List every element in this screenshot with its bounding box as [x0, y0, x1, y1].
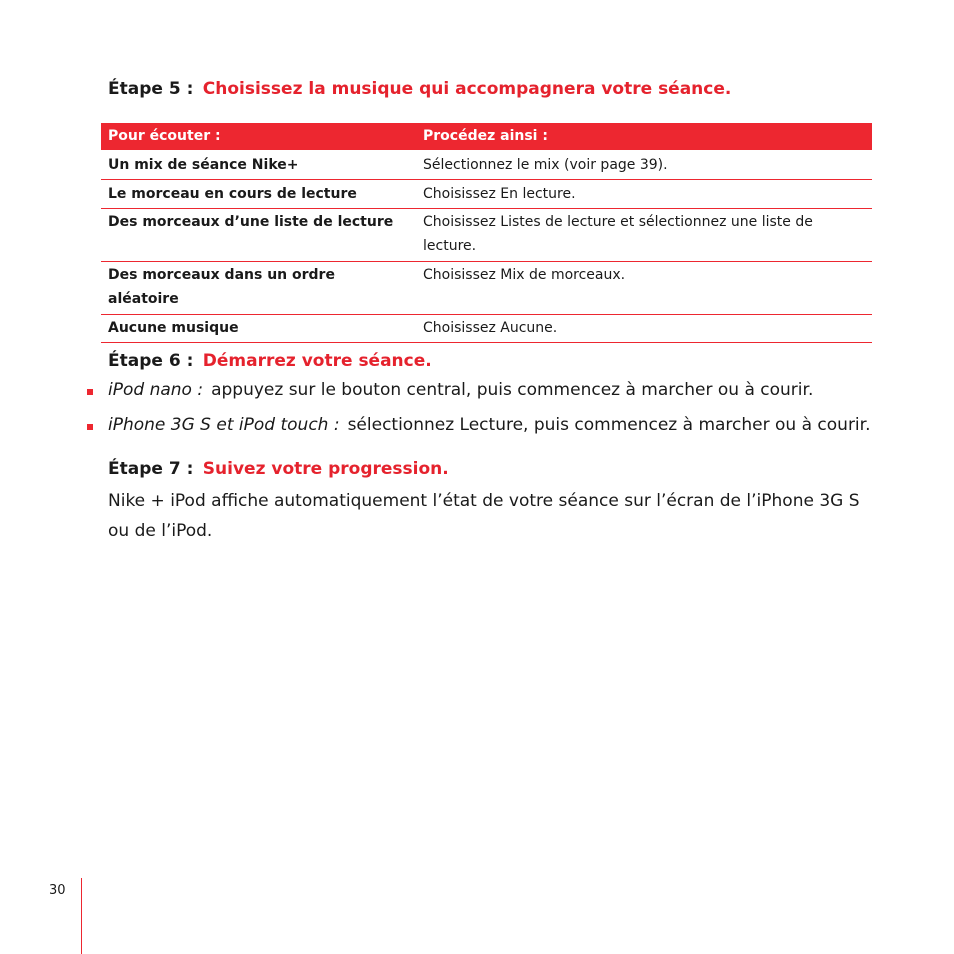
- row-action: Choisissez Listes de lecture et sélectionnez une liste de lecture.: [423, 214, 813, 254]
- step-7-heading: [108, 459, 449, 479]
- row-option: Des morceaux dans un ordre aléatoire: [108, 267, 335, 307]
- step-5-heading: [108, 79, 731, 99]
- step-7-body: Nike + iPod affiche automatiquement l’état de votre séance sur l’écran de l’iPhone 3G S ou de l’iPod.: [108, 491, 860, 541]
- bullet-marker-icon: [87, 424, 93, 430]
- row-action: Choisissez Aucune.: [423, 320, 558, 336]
- bullet-iphone: [108, 415, 871, 435]
- row-option: Un mix de séance Nike+: [108, 157, 299, 173]
- bullet-marker-icon: [87, 389, 93, 395]
- step-5-title: Choisissez la musique qui accompagnera votre séance.: [202, 79, 732, 99]
- step-6-title: Démarrez votre séance.: [202, 351, 432, 371]
- row-option: Le morceau en cours de lecture: [108, 186, 357, 202]
- row-action: Choisissez En lecture.: [423, 186, 576, 202]
- step-6-heading: [108, 351, 432, 371]
- margin-divider: [81, 878, 82, 954]
- header-listen: Pour écouter :: [108, 128, 221, 144]
- table-row: [101, 315, 872, 343]
- step-7-label: Étape 7 :: [108, 459, 194, 479]
- bullet-text: sélectionnez Lecture, puis commencez à marcher ou à courir.: [347, 415, 871, 435]
- table-header: [101, 123, 872, 150]
- table-row: [101, 262, 872, 315]
- bullet-lead: iPhone 3G S et iPod touch :: [108, 415, 340, 435]
- row-option: Aucune musique: [108, 320, 239, 336]
- music-options-table: [101, 123, 872, 343]
- bullet-lead: iPod nano :: [108, 380, 204, 400]
- table-row: [101, 180, 872, 209]
- bullet-text: appuyez sur le bouton central, puis commencez à marcher ou à courir.: [211, 380, 814, 400]
- row-action: Sélectionnez le mix (voir page 39).: [423, 157, 668, 173]
- header-procedure: Procédez ainsi :: [423, 128, 548, 144]
- bullet-ipod-nano: [108, 380, 813, 400]
- page-number: 30: [49, 883, 66, 898]
- table-row: [101, 150, 872, 180]
- step-7-title: Suivez votre progression.: [202, 459, 449, 479]
- row-option: Des morceaux d’une liste de lecture: [108, 214, 394, 230]
- step-5-label: Étape 5 :: [108, 79, 194, 99]
- row-action: Choisissez Mix de morceaux.: [423, 267, 626, 283]
- step-6-label: Étape 6 :: [108, 351, 194, 371]
- table-row: [101, 209, 872, 262]
